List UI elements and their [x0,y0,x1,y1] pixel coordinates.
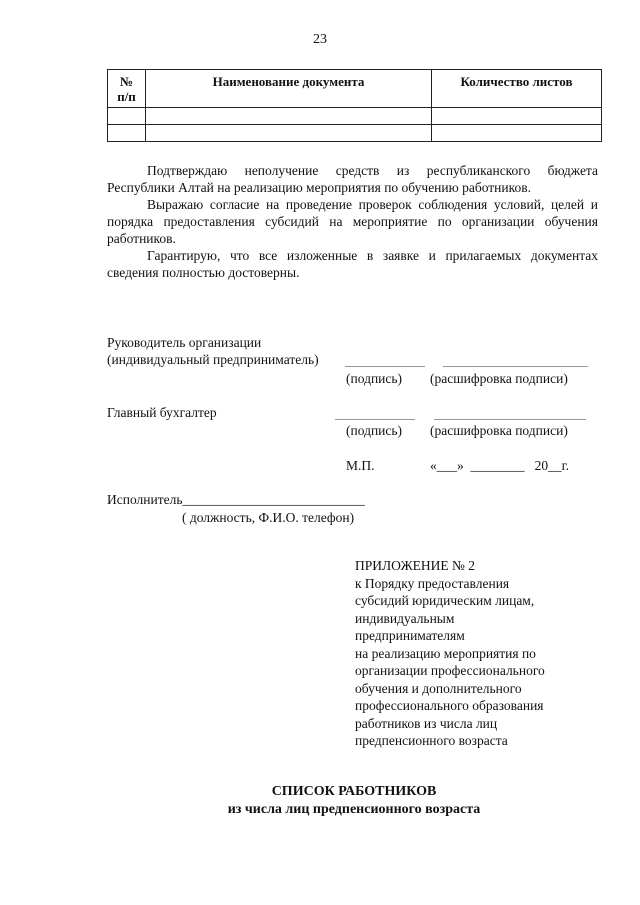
seal-label: М.П. [346,458,375,473]
date-field: «___» ________ 20__г. [430,458,570,473]
paragraph-text: Выражаю согласие на проведение проверок соблюдения условий, целей и порядка предоставления субсидий на мероприятие по организации обучения работников. [107,197,598,246]
accountant-signature-line [335,419,415,420]
table-row [108,108,602,125]
documents-table [107,69,602,142]
list-subtitle: из числа лиц предпенсионного возраста [227,802,481,817]
appendix-line: субсидий юридическим лицам, [355,593,535,608]
column-header-sheet-count: Количество листов [432,70,602,108]
appendix-line: профессионального образования [355,698,544,713]
head-label-line2: (индивидуальный предприниматель) [107,352,319,367]
list-title: СПИСОК РАБОТНИКОВ [271,784,437,799]
table-cell [432,108,602,125]
paragraph-consent [107,196,598,247]
appendix-line: на реализацию мероприятия по [355,645,536,661]
head-decoding-line [443,366,588,367]
column-header-number: № п/п [108,70,146,108]
paragraph-guarantee [107,247,598,281]
executor-field: Исполнитель___________________________ [107,492,365,507]
accountant-signature-caption: (подпись) [346,423,403,438]
head-label-line1: Руководитель организации [107,335,262,350]
table-cell [146,125,432,142]
appendix-block [355,557,600,750]
head-decoding-caption: (расшифровка подписи) [430,371,568,386]
appendix-line: предпринимателям [355,628,465,643]
accountant-decoding-caption: (расшифровка подписи) [430,423,568,438]
head-signature-caption: (подпись) [346,371,403,386]
accountant-decoding-line [434,419,586,420]
appendix-line: организации профессионального [355,663,545,678]
table-header-row [108,70,602,108]
paragraph-text: Подтверждаю неполучение средств из республиканского бюджета Республики Алтай на реализацию мероприятия по обучению работников. [107,163,598,195]
table-cell [432,125,602,142]
appendix-line: к Порядку предоставления [355,575,510,591]
appendix-line: обучения и дополнительного [355,680,522,696]
appendix-line: индивидуальным [355,610,455,626]
accountant-label: Главный бухгалтер [107,405,217,420]
appendix-line: работников из числа лиц [355,715,498,731]
paragraph-text: Гарантирую, что все изложенные в заявке и прилагаемых документах сведения полностью достоверны. [107,248,598,280]
table-cell [146,108,432,125]
table-row [108,125,602,142]
page-number: 23 [313,32,327,47]
table-cell [108,125,146,142]
head-signature-line [345,366,425,367]
table-cell [108,108,146,125]
column-header-document-name: Наименование документа [146,70,432,108]
appendix-line: предпенсионного возраста [355,733,508,748]
appendix-heading: ПРИЛОЖЕНИЕ № 2 [355,558,476,573]
paragraph-non-receipt [107,162,598,196]
executor-caption: ( должность, Ф.И.О. телефон) [182,510,355,525]
